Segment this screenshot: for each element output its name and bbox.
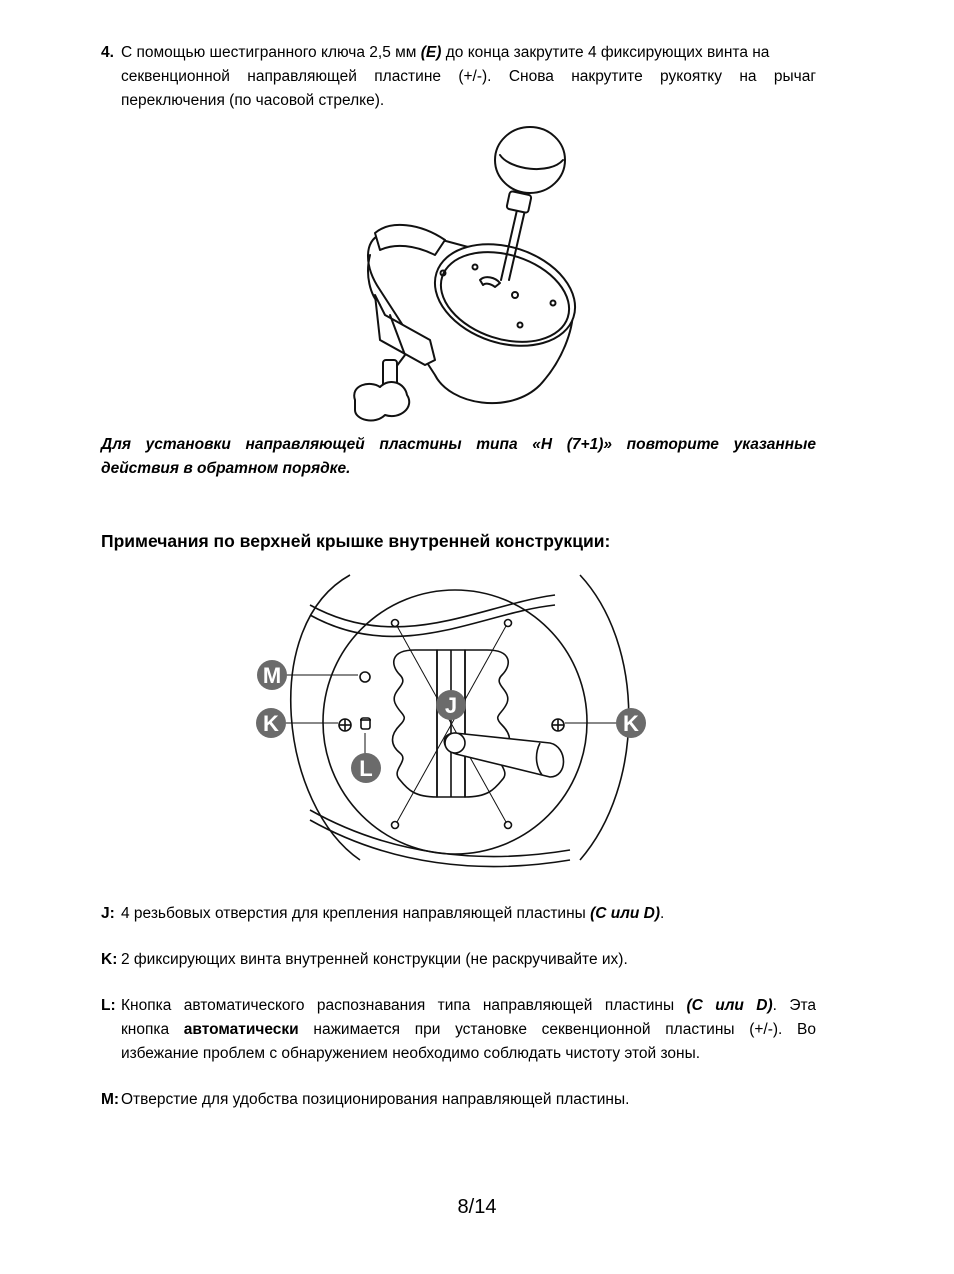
- def-label-k: K:: [101, 951, 118, 968]
- tool-key: (E): [420, 44, 442, 61]
- svg-text:K: K: [263, 711, 279, 736]
- page-number: 8/14: [457, 1196, 497, 1218]
- def-text: .: [660, 905, 665, 922]
- def-text: Кнопка автоматического распознавания типа направляющей пластины: [121, 997, 687, 1014]
- step-number: 4.: [101, 44, 114, 61]
- step-4-line-2: секвенционной направляющей пластине (+/-). Снова накрутите рукоятку на рычаг: [121, 68, 816, 85]
- def-label-j: J:: [101, 905, 115, 922]
- def-text-m: Отверстие для удобства позиционирования направляющей пластины.: [121, 1091, 630, 1108]
- svg-text:M: M: [262, 663, 282, 688]
- plate-type: (C или D): [590, 905, 661, 922]
- def-text-k: 2 фиксирующих винта внутренней конструкции (не раскручивайте их).: [121, 951, 628, 968]
- svg-text:L: L: [359, 756, 373, 781]
- note-line-1: Для установки направляющей пластины типа «H (7+1)» повторите указанные: [101, 436, 816, 453]
- def-text: . Эта: [772, 997, 817, 1014]
- step-4-text: С помощью шестигранного ключа 2,5 мм: [121, 44, 421, 61]
- section-heading: Примечания по верхней крышке внутренней конструкции:: [101, 531, 611, 551]
- svg-text:K: K: [623, 711, 639, 736]
- def-text-l-3: избежание проблем с обнаружением необходимо соблюдать чистоту этой зоны.: [121, 1045, 701, 1062]
- def-text: нажимается при установке секвенционной пластины (+/-). Во: [298, 1021, 816, 1038]
- plate-type: (C или D): [686, 997, 773, 1014]
- def-text-j: [121, 902, 816, 926]
- def-label-l: L:: [101, 997, 116, 1014]
- def-text: кнопка: [121, 1021, 184, 1038]
- def-text: 4 резьбовых отверстия для крепления направляющей пластины: [121, 905, 591, 922]
- def-text-l-2: [121, 1018, 816, 1042]
- svg-text:J: J: [444, 693, 458, 718]
- def-label-m: M:: [101, 1091, 120, 1108]
- emphasis: автоматически: [183, 1021, 299, 1038]
- note-line-2: действия в обратном порядке.: [101, 460, 351, 477]
- step-4-text: до конца закрутите 4 фиксирующих винта на: [441, 44, 770, 61]
- def-text-l-1: [121, 994, 816, 1018]
- step-4-line-3: переключения (по часовой стрелке).: [121, 92, 385, 109]
